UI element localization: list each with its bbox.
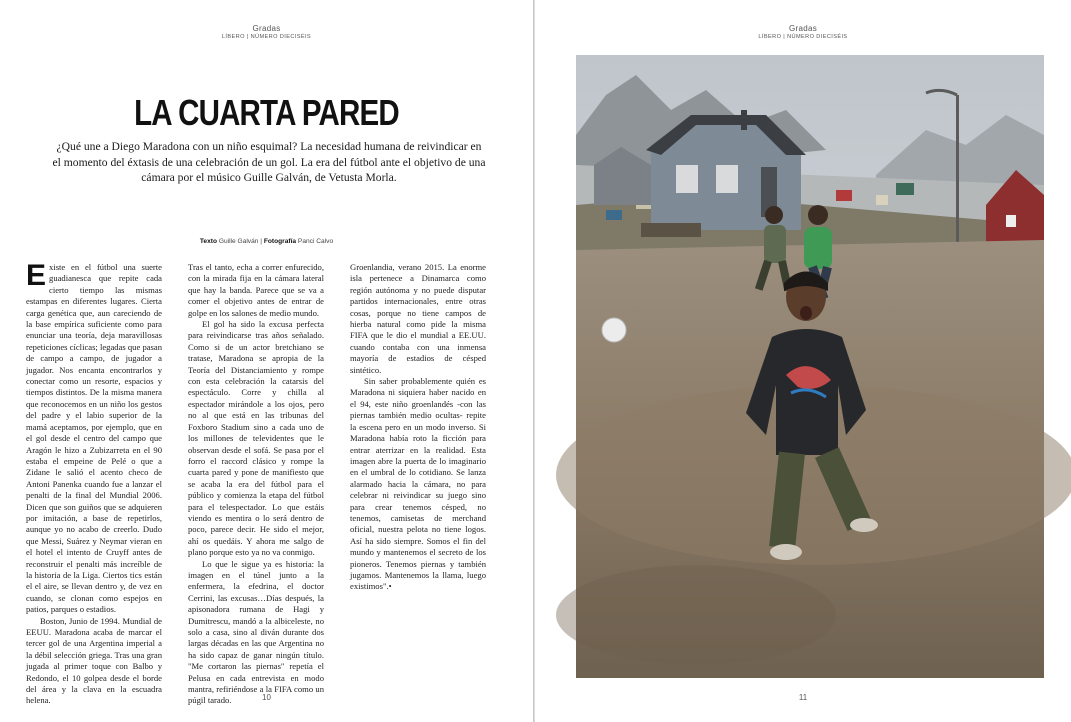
issue-label: LÍBERO | NÚMERO DIECISÉIS [221, 34, 312, 40]
paragraph: Groenlandia, verano 2015. La enorme isla pertenece a Dinamarca como región autónoma y no puede disputar partidos internacionales, entre otras cosas, porque no tiene campos de hierba natural como pide la misma FIFA que le dio el mundial a EE.UU. cuando contaba con una inmensa mayoría de estadios de césped sintético. [350, 262, 486, 375]
credit-photographer: Panci Calvo [297, 238, 334, 245]
body-column-1 [26, 259, 163, 706]
credit-text-label: Texto [199, 238, 217, 245]
photo-greenland-children-football [576, 55, 1044, 678]
section-name: Gradas [252, 24, 281, 33]
paragraph: Tras el tanto, echa a correr enfurecido, con la mirada fija en la cámara lateral que hay la banda. Parece que se va a comer el objetivo antes de entrar de golpe en los salones de medio mundo. [188, 262, 324, 318]
running-header-right [535, 24, 1071, 40]
paragraph [26, 259, 163, 616]
credit-separator: | [260, 238, 262, 245]
paragraph: El gol ha sido la excusa perfecta para reivindicarse tras años señalado. Como si de un actor bretchiano se tratase, Maradona se apropia de la Teoría del Distanciamiento y rompe con esta celebración la catarsis del espectáculo. Corre y chilla al espectador mirándole a los ojos, pero no al que está en las tribunas del Foxboro Stadium sino a cada uno de los millones de televidentes que le observan desde el sofá. Se pasa por el forro el raccord clásico y rompe la cuarta pared y pone de manifiesto que se acaba la era del fútbol para el público y comienza la etapa del fútbol para el telespectador. Lo que estáis viendo es mentira o lo será dentro de poco, parece decir. He sido el mejor, ahí os quedáis. Y ahora me salgo de plano porque esto ya no va conmigo. [188, 319, 324, 558]
article-title: LA CUARTA PARED [134, 92, 399, 133]
paragraph: Lo que le sigue ya es historia: la imagen en el túnel junto a la enfermera, la efedrina, el doctor Cerrini, las excusas…Días después, la apisonadora rumana de Hagi y Dumitrescu, mandó a la albiceleste, no solo a casa, sino al diván durante dos largas décadas en las que Argentina no ha sido capaz de ganar ningún título. "Me cortaron las piernas" repetía el Pelusa en cada entrevista en modo mantra, refiriéndose a la FIFA como un púgil tarado. [188, 558, 324, 706]
section-name: Gradas [788, 24, 818, 33]
body-column-3 [350, 262, 486, 686]
page-number-right: 11 [798, 693, 808, 702]
article-photo [576, 55, 1044, 678]
credit-author: Guille Galván [218, 238, 259, 245]
credits-line [0, 238, 533, 245]
running-header-left [0, 24, 533, 40]
paragraph: Boston, Junio de 1994. Mundial de EEUU. Maradona acaba de marcar el tercer gol de una Argentina imperial a la débil selección griega. Tras una gran jugada al primer toque con Balbo y Redondo, el 10 golpea desde el borde del área y la clava en la escuadra helena. [26, 615, 162, 706]
paragraph: Sin saber probablemente quién es Maradona ni siquiera haber nacido en el 94, este niño groenlandés -con las piernas también medio ocultas- repite la escena pero en un modo inverso. Si Maradona había roto la ficción para entrar aterrizar en la realidad. Esta imagen abre la puerta de lo imaginario en el umbral de lo cotidiano. Se lanza alarmado hacia la cámara, no para celebrar ni reivindicar su juego sino para crear tenemos césped, no tenemos, camisetas de merchand oficial, nuestra pelota no tiene logos. Así ha sido siempre. Somos el fin del mundo y mantenemos el secreto de los pioneros. Tenemos piernas y también jugamos. Mantenemos la llama, luego existimos".• [350, 376, 486, 592]
credit-photo-label: Fotografía [263, 238, 297, 245]
paragraph-text: xiste en el fútbol una suerte guadianesca que repite cada cierto tiempo las mismas estampas en diferentes lugares. Cierta carga genética que, aun careciendo de la base empírica suficiente como para enunciar una teoría, deja maravillosas repeticiones cíclicas; legadas que pasan de campo a campo, de jugador a jugador. Nos encanta encontrarlos y conectar como un resorte, espacios y tiempos distintos. De la misma manera que reconocemos en un niño los gestos del padre y el labio superior de la mamá aceptamos, por ejemplo, que en el gol desde el centro del campo que Aragón le hizo a Zubizarreta en el 90 estaba el empeine de Pelé o que a Zidane le salió el acento checo de Antoni Panenka cuando fue a lanzar el penalti de la final del Mundial 2006. Dicen que son guiños que se adquieren por imitación, a base de repetirlos, aunque yo no acabo de creerlo. Dudo que Messi, Suárez y Neymar vieran en el hotel el intento de Cruyff antes de reconstruir el penalti más increíble de la historia de la Liga. Ciertos tics están el el aire, se llevan dentro y, de vez en cuando, se clonan como espejos en patios, parques o estadios. [26, 262, 163, 615]
article-dek: ¿Qué une a Diego Maradona con un niño esquimal? La necesidad humana de reivindicar en el momento del éxtasis de una celebración de un gol. La era del fútbol ante el objetivo de una cámara por el músico Guille Galván, de Vetusta Morla. [52, 140, 486, 184]
football [602, 318, 626, 342]
right-page [535, 0, 1071, 722]
left-page [0, 0, 533, 722]
drop-cap: E [26, 259, 47, 292]
issue-label: LÍBERO | NÚMERO DIECISÉIS [758, 34, 848, 40]
page-number-left: 10 [262, 693, 271, 702]
